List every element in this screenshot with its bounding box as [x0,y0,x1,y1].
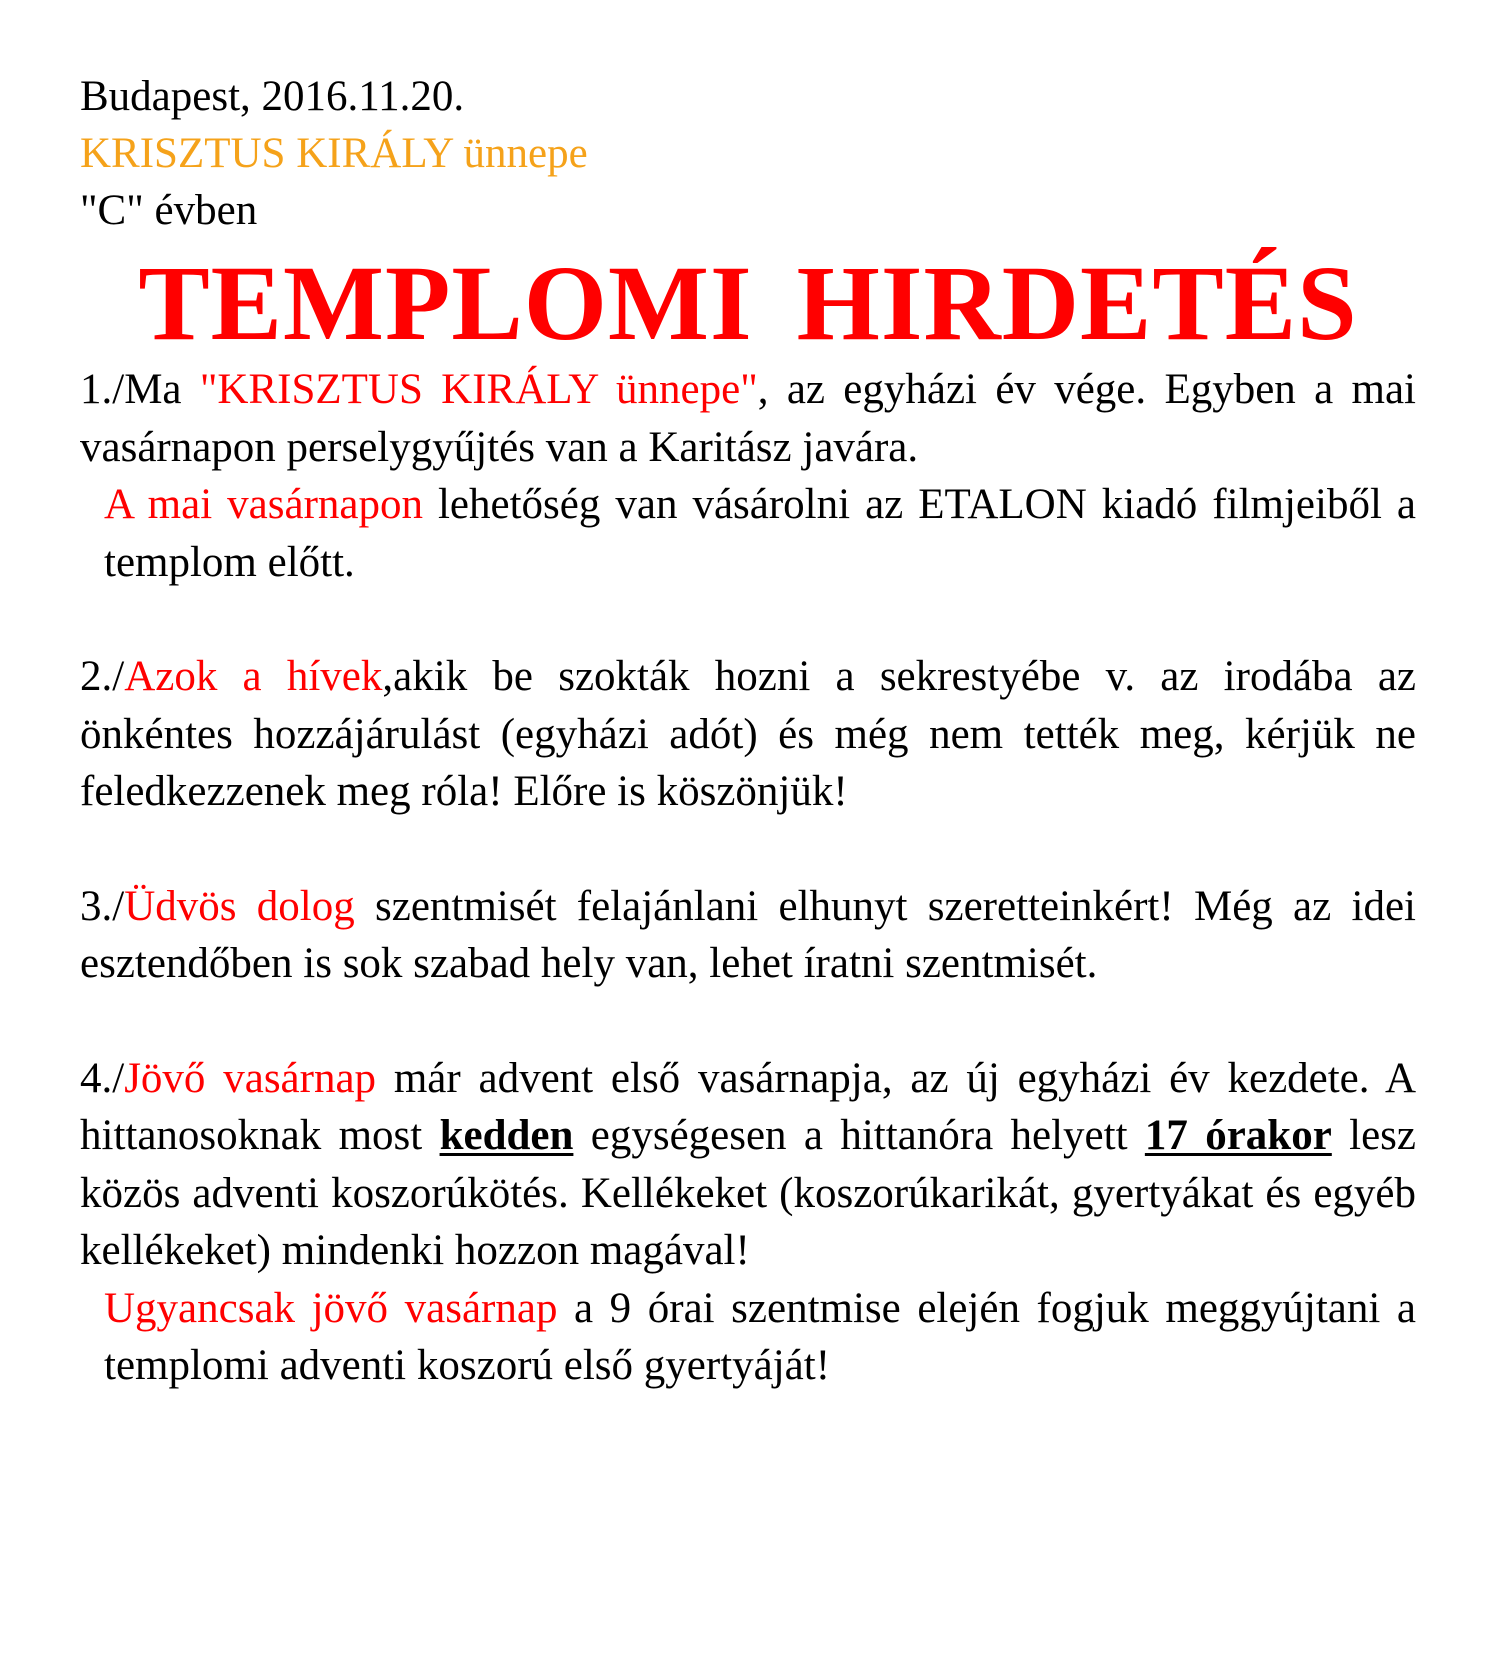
announcement-item-2 [80,648,1416,821]
date-line: Budapest, 2016.11.20. [80,73,465,120]
title-word-2: HIRDETÉS [796,245,1358,363]
announcement-item-1 [80,361,1416,476]
item4-bold-time: 17 órakor [1144,1112,1332,1159]
item2-number: 2./ [80,653,125,700]
item4-highlight: Jövő vasárnap [124,1054,377,1102]
announcement-item-3 [80,878,1416,993]
item4-number: 4./ [80,1054,125,1102]
announcement-item-4-sub [80,1280,1416,1395]
year-line: "C" évben [80,187,258,234]
item1-text: , az egyházi év vége. Egyben a mai vasárnapon perselygyűjtés van a Karitász javára. [80,366,1416,471]
item1-number: 1./Ma [80,366,200,413]
page-title [80,245,1416,363]
item4-text-c: lesz közös adventi koszorúkötés. Kellékeket (koszorúkarikát, gyertyákat és egyéb kellékeket) mindenki hozzon magával! [80,1112,1416,1274]
item4-sub-text: a 9 órai szentmise elején fogjuk meggyújtani a templomi adventi koszorú első gyertyáját! [104,1284,1416,1389]
feast-line: KRISZTUS KIRÁLY ünnepe [80,130,588,177]
item4-text-a: már advent első vasárnapja, az új egyházi év kezdete. A hittanosoknak most [80,1054,1416,1159]
title-word-1: TEMPLOMI [138,245,753,363]
item2-highlight: Azok a hívek [124,653,383,700]
announcement-item-1-sub [80,476,1416,591]
item2-text: ,akik be szokták hozni a sekrestyébe v. az irodába az önkéntes hozzájárulást (egyházi adót) és még nem tették meg, kérjük ne feledkezzenek meg róla! Előre is köszönjük! [80,653,1416,815]
item1-highlight: "KRISZTUS KIRÁLY ünnepe" [199,366,758,413]
announcement-page [80,68,1416,1395]
item3-text: szentmisét felajánlani elhunyt szeretteinkért! Még az idei esztendőben is sok szabad hely van, lehet íratni szentmisét. [80,882,1416,987]
item3-highlight: Üdvös dolog [124,882,355,930]
item4-text-b: egységesen a hittanóra helyett [573,1112,1145,1159]
item4-sub-highlight: Ugyancsak jövő vasárnap [104,1284,558,1332]
item1-sub-text: lehetőség van vásárolni az ETALON kiadó filmjeiből a templom előtt. [104,481,1416,586]
item3-number: 3./ [80,882,125,930]
item1-sub-highlight: A mai vasárnapon [104,481,423,528]
item4-bold-day: kedden [439,1112,574,1159]
announcement-item-4 [80,1050,1416,1280]
